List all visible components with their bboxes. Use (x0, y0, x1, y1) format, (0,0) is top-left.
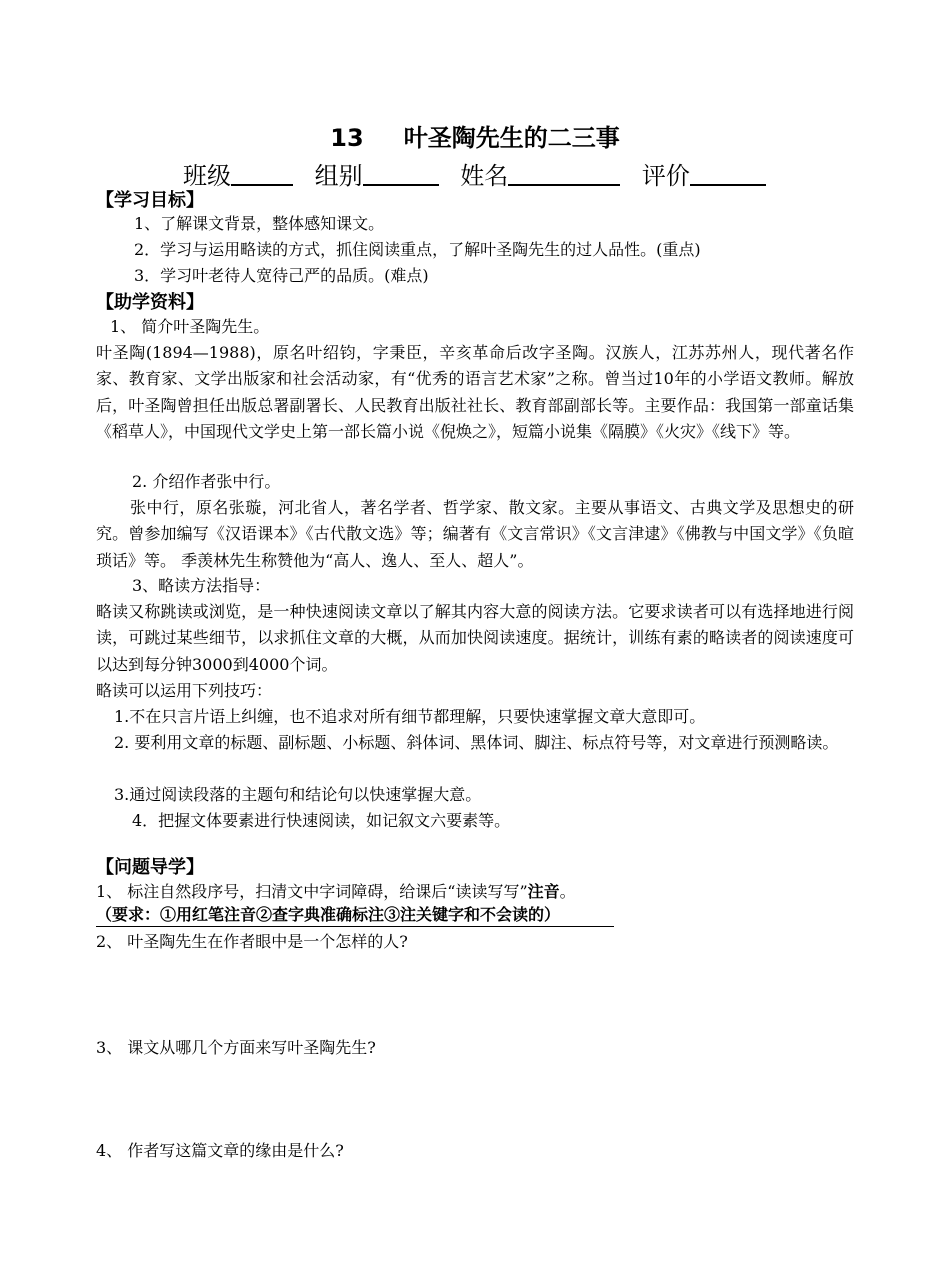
tip-item: 3.通过阅读段落的主题句和结论句以快速掌握大意。 (114, 785, 482, 804)
evaluation-blank[interactable] (690, 162, 766, 186)
section-heading-questions: 【问题导学】 (96, 857, 204, 878)
question-2: 2、 叶圣陶先生在作者眼中是一个怎样的人? (96, 932, 408, 951)
question-4: 4、 作者写这篇文章的缘由是什么? (96, 1141, 344, 1160)
material-paragraph: 叶圣陶(1894—1988)，原名叶绍钧，字秉臣，辛亥革命后改字圣陶。汉族人，江苏苏州人，现代著名作家、教育家、文学出版家和社会活动家，有“优秀的语言艺术家”之称。曾当过10年的小学语文教师。解放后，叶圣陶曾担任出版总署副署长、人民教育出版社社长、教育部副部长等。主要作品：我国第一部童话集《稻草人》，中国现代文学史上第一部长篇小说《倪焕之》，短篇小说集《隔膜》《火灾》《线下》等。 (96, 343, 854, 442)
tip-item: 1.不在只言片语上纠缠，也不追求对所有细节都理解，只要快速掌握文章大意即可。 (114, 707, 706, 726)
group-blank[interactable] (363, 162, 439, 186)
section-heading-goals: 【学习目标】 (96, 190, 204, 211)
material-heading: 3、略读方法指导： (132, 576, 271, 595)
question-1-requirement: （要求：①用红笔注音②查字典准确标注③注关键字和不会读的） (96, 904, 614, 927)
material-heading: 2. 介绍作者张中行。 (132, 472, 281, 491)
goal-item: 2．学习与运用略读的方式，抓住阅读重点，了解叶圣陶先生的过人品性。(重点) (134, 240, 701, 259)
class-blank[interactable] (231, 162, 293, 186)
name-blank[interactable] (508, 162, 620, 186)
question-1: 1、 标注自然段序号，扫清文中字词障碍，给课后“读读写写”注音。 (96, 882, 576, 901)
group-field[interactable]: 组别 (315, 162, 439, 190)
tip-item: 2. 要利用文章的标题、副标题、小标题、斜体词、黑体词、脚注、标点符号等，对文章进行预测略读。 (114, 733, 839, 752)
goal-item: 1、了解课文背景，整体感知课文。 (134, 214, 385, 233)
tip-item: 4．把握文体要素进行快速阅读，如记叙文六要素等。 (132, 811, 511, 830)
page-title (0, 118, 950, 153)
goal-item: 3．学习叶老待人宽待己严的品质。(难点) (134, 266, 429, 285)
lesson-title: 叶圣陶先生的二三事 (403, 124, 620, 152)
material-paragraph: 张中行，原名张璇，河北省人，著名学者、哲学家、散文家。主要从事语文、古典文学及思想史的研究。曾参加编写《汉语课本》《古代散文选》等；编著有《文言常识》《文言津逮》《佛教与中国文学》《负暄琐话》等。 季羡林先生称赞他为“高人、逸人、至人、超人”。 (96, 498, 854, 570)
class-field[interactable]: 班级 (183, 162, 293, 190)
material-paragraph: 略读又称跳读或浏览，是一种快速阅读文章以了解其内容大意的阅读方法。它要求读者可以有选择地进行阅读，可跳过某些细节，以求抓住文章的大概，从而加快阅读速度。据统计，训练有素的略读者的阅读速度可以达到每分钟3000到4000个词。 (96, 602, 854, 674)
section-heading-materials: 【助学资料】 (96, 292, 204, 313)
material-heading: 1、 简介叶圣陶先生。 (110, 317, 270, 336)
tips-intro: 略读可以运用下列技巧： (96, 681, 273, 700)
lesson-number: 13 (330, 124, 364, 152)
evaluation-field[interactable]: 评价 (642, 162, 766, 190)
question-3: 3、 课文从哪几个方面来写叶圣陶先生? (96, 1038, 376, 1057)
student-info-line (183, 156, 780, 191)
name-field[interactable]: 姓名 (460, 162, 620, 190)
